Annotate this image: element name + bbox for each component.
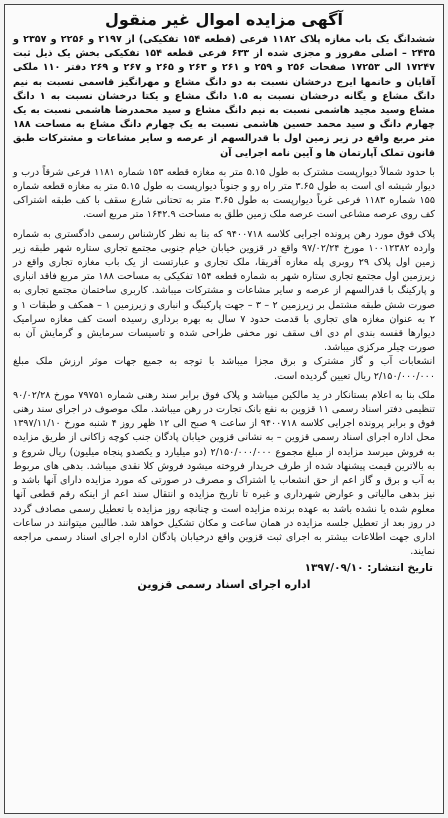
notice-title: آگهی مزایده اموال غیر منقول xyxy=(105,10,343,29)
auction-notice xyxy=(4,4,444,814)
auction-terms: ملک بنا به اعلام بستانکار در ید مالکین میباشد و پلاک فوق برابر سند رهنی شماره ۷۹۷۵۱ مورخ ۹۰/۰۲/۲۸ تنظیمی دفتر اسناد رسمی ۱۱ قزوین به نفع بانک تجارت در رهن میباشد. ملک موصوف در اجرای سند رهنی فوق و برابر پرونده اجرایی کلاسه ۹۴۰۰۷۱۸ از ساعت ۹ صبح الی ۱۲ ظهر روز ۴ شنبه مورخ ۱۳۹۷/۱۱/۱۰ محل اداره اجرای اسناد رسمی قزوین – به نشانی قزوین خیابان پادگان جنب کوچه زاکانی از طریق مزایده به فروش میرسد مزایده از مبلغ مجموع ۲/۱۵۰/۰۰۰/۰۰۰ (دو میلیارد و یکصدو پنجاه میلیون) ریال شروع و به بالاترین قیمت پیشنهاد شده از طرف خریدار فروخته میشود فروش کلا نقدی میباشد. بدهی های مربوط به آب و برق و گاز اعم از حق انشعاب یا اشتراک و مصرف در صورتی که مورد مزایده دارای آنها باشد و نیز بدهی مالیاتی و عوارض شهرداری و غیره تا تاریخ مزایده و انتقال سند اعم از اینکه رقم قطعی آنها معلوم شده یا نشده باشد به عهده برنده مزایده است و چنانچه روز مزایده با تعطیل رسمی مصادف گردد در روز بعد از تعطیل جلسه مزایده در همان ساعت و مکان تشکیل خواهد شد. طالبین میتوانند در ساعات اداری جهت اطلاعات بیشتر به اجرای ثبت قزوین واقع درخیابان پادگان اداره اجرای اسناد رسمی مراجعه نمایند. xyxy=(13,389,435,558)
property-boundaries: با حدود شمالاً دیوارپست مشترک به طول ۵.۱۵ متر به مغازه قطعه ۱۵۳ شماره ۱۱۸۱ فرعی شرقاً درب و دیوار شیشه ای است به طول ۳.۶۵ متر راه رو و جنوباً دیوارپست به طول ۵.۱۵ متر به مغازه قطعه شماره ۱۵۵ شماره ۱۱۸۳ فرعی غرباً دیوارپست به طول ۳.۶۵ متر به تحتانی شارع سقف با کف طبقه اشتراکی کف روی عرصه مشاعی است عرصه ملک زمین طلق به مساحت ۱۶۴۲.۹ متر مربع است. xyxy=(13,166,436,221)
issuing-office: اداره اجرای اسناد رسمی قزوین xyxy=(137,578,311,592)
publish-date: تاریخ انتشار: ۱۳۹۷/۰۹/۱۰ xyxy=(304,562,433,575)
utilities-valuation: انشعابات آب و گاز مشترک و برق مجزا میباشد با توجه به جمیع جهات موثر ارزش ملک مبلغ ۲/۱۵۰/۰۰۰/۰۰۰ ریال تعیین گردیده است. xyxy=(13,356,435,382)
property-description: ششدانگ یک باب مغازه پلاک ۱۱۸۲ فرعی (قطعه ۱۵۴ تفکیکی) از ۲۱۹۷ و ۲۲۵۶ و ۲۳۵۷ و ۲۴۳۵ – اصلی مفروز و مجزی شده از ۶۳۳ فرعی قطعه ۱۵۴ تفکیکی بخش یک ذیل ثبت ۱۷۲۴۷ الی ۱۷۲۵۳ صفحات ۲۵۶ و ۲۵۹ و ۲۶۱ و ۲۶۳ و ۲۶۵ و ۲۶۷ و ۲۶۹ دفتر ۱۱۰ ملکی آقایان و خانمها ایرج درخشان نسبت به دو دانگ مشاع و مهرانگیز قاسمی نسبت به نیم دانگ مشاع و یگانه درخشان نسبت به ۱.۵ دانگ مشاع و یکتا درخشان نسبت به ۱ دانگ مشاع وسید مجید هاشمی نسبت به نیم دانگ مشاع و سید محمدرضا هاشمی نسبت به یک چهارم دانگ و سید محمد حسین هاشمی نسبت به یک چهارم دانگ مشاع به مساحت ۱۸۸ متر مربع واقع در زیر زمین اول با قدرالسهم از عرصه و سایر مشاعات و مشترکات طبق قانون تملک آپارتمان ها و آیین نامه اجرایی آن xyxy=(13,34,435,159)
appraisal-details: پلاک فوق مورد رهن پرونده اجرایی کلاسه ۹۴۰۰۷۱۸ که بنا به نظر کارشناس رسمی دادگستری به شماره وارده ۱۰۰۱۲۳۸۲ مورخ ۹۷/۰۲/۲۴ واقع در قزوین خیابان خیام جنوبی مجتمع تجاری ستاره شهر طبقه زیر زمین اول پلاک ۲۹ روبری پله مغازه آفریقا، ملک تجاری و عبارتست از یک باب مغازه تجاری واقع در زیرزمین اول مجتمع تجاری ستاره شهر به شماره قطعه ۱۵۴ تفکیکی به مساحت ۱۸۸ متر مربع فاقد انباری و پارکینگ با قدرالسهم از عرصه و سایر مشاعات و مشترکات میباشد. کاربری ساختمان مجتمع تجاری به صورت شش طبقه مشتمل بر زیرزمین ۲ – ۳ – جهت پارکینگ و انباری و زیرزمین ۱ – همکف و طبقات ۱ و ۲ به عنوان مغازه های تجاری با قدمت حدود ۷ سال به بهره برداری رسیده است کف مغازه سرامیک دیوارها قفسه بندی ام دی اف سقف نور مخفی طراحی شده و تاسیسات سرمایش و گرمایش آن به صورت چیلر مرکزی میباشد. xyxy=(13,228,436,354)
